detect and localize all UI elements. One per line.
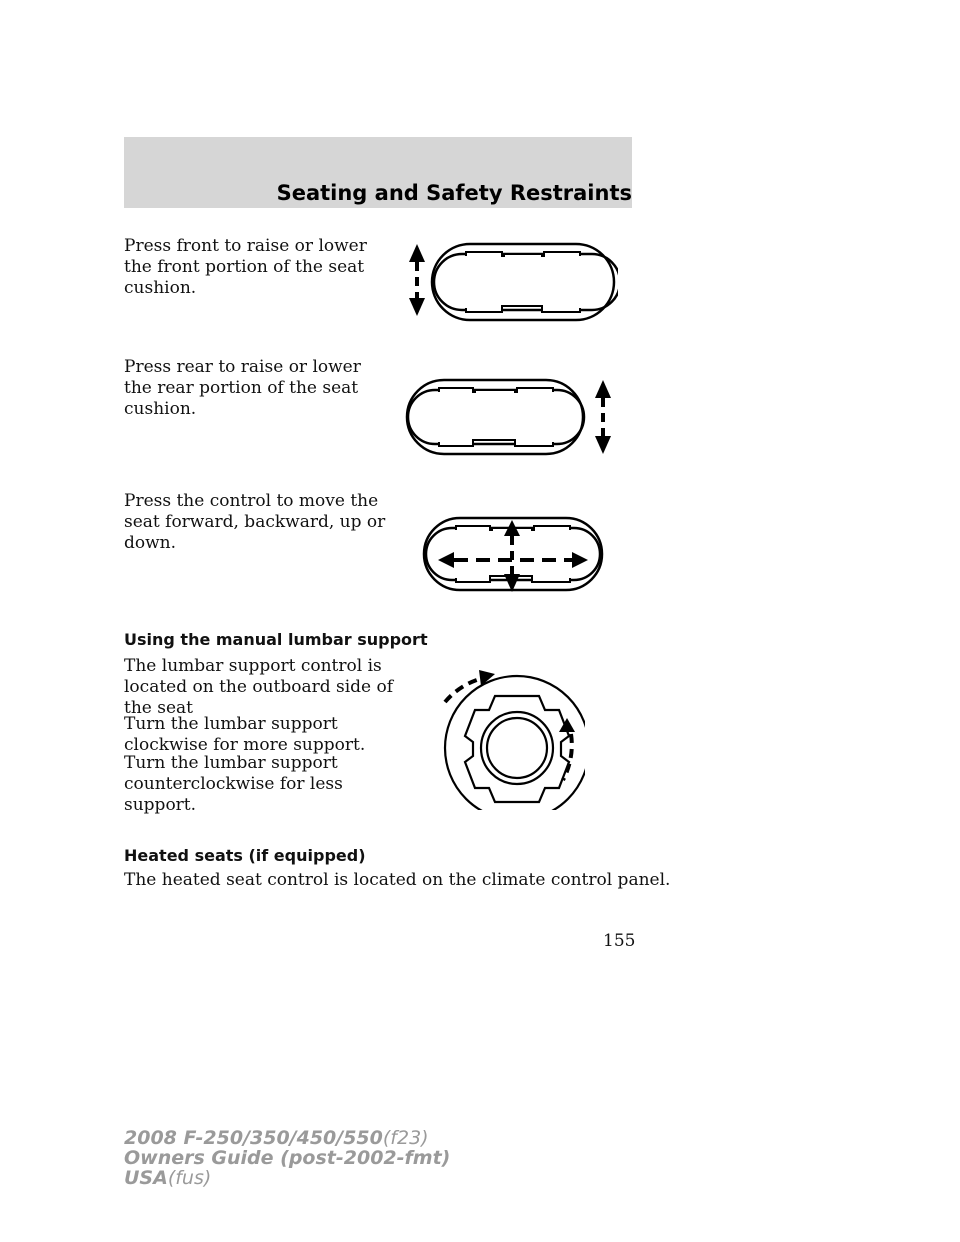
lumbar-heading: Using the manual lumbar support bbox=[124, 630, 428, 649]
seat-8way-control-icon bbox=[420, 516, 606, 594]
heated-seats-heading: Heated seats (if equipped) bbox=[124, 846, 366, 865]
front-cushion-text: Press front to raise or lower the front portion of the seat cushion. bbox=[124, 236, 367, 298]
lumbar-counterclockwise-text: Turn the lumbar support counterclockwise for less support. bbox=[124, 753, 343, 815]
lumbar-knob-icon bbox=[433, 668, 585, 810]
footer bbox=[124, 1128, 450, 1188]
seat-front-control-icon bbox=[402, 240, 618, 322]
footer-line-2: Owners Guide (post-2002-fmt) bbox=[124, 1147, 451, 1169]
eight-way-text: Press the control to move the seat forward, backward, up or down. bbox=[124, 491, 386, 553]
footer-line-1: 2008 F-250/350/450/550(f23) bbox=[124, 1127, 429, 1149]
page-number: 155 bbox=[603, 931, 636, 951]
lumbar-location-text: The lumbar support control is located on the outboard side of the seat bbox=[124, 656, 394, 718]
footer-line-3: USA(fus) bbox=[124, 1167, 212, 1189]
section-title: Seating and Safety Restraints bbox=[276, 181, 632, 205]
lumbar-clockwise-text: Turn the lumbar support clockwise for more support. bbox=[124, 714, 366, 755]
heated-seats-text: The heated seat control is located on the climate control panel. bbox=[124, 870, 671, 890]
seat-rear-control-icon bbox=[403, 378, 615, 458]
rear-cushion-text: Press rear to raise or lower the rear portion of the seat cushion. bbox=[124, 357, 361, 419]
